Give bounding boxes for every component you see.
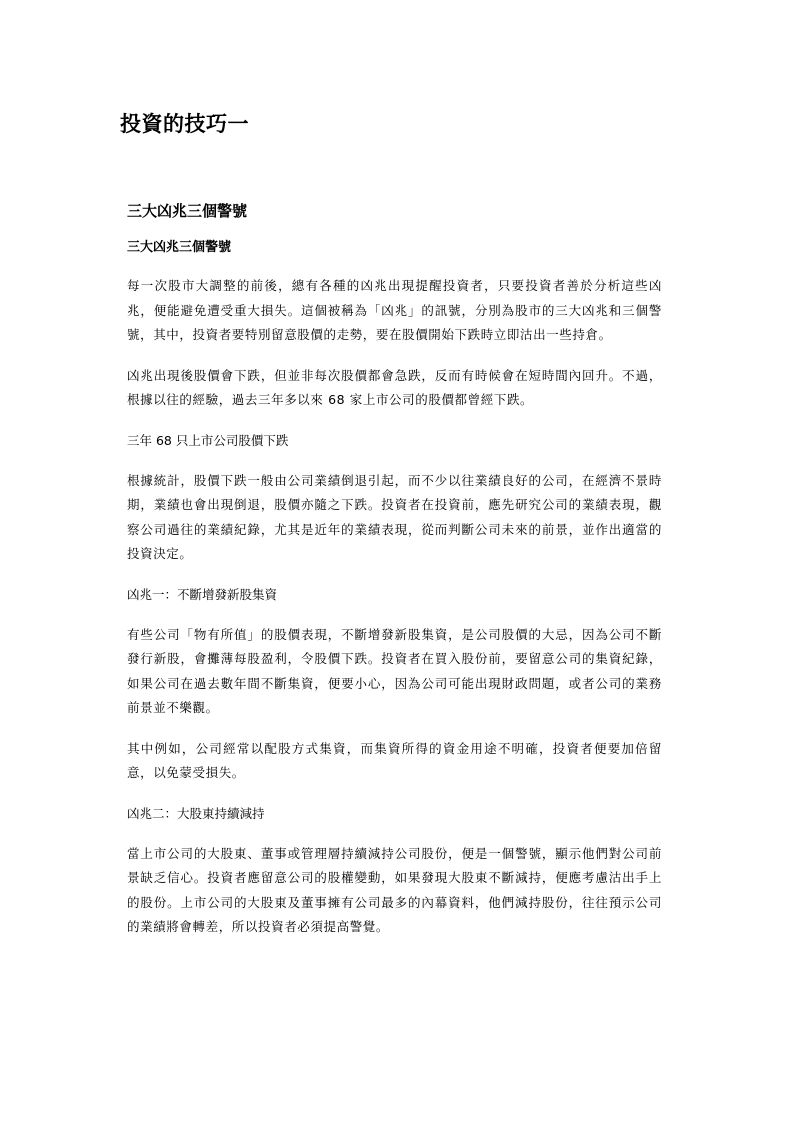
paragraph-omen-two: 當上市公司的大股東、董事或管理層持續減持公司股份，便是一個警號，顯示他們對公司前景缺乏信心。投資者應留意公司的股權變動，如果發現大股東不斷減持，便應考慮沽出手上的股份。上市公司的大股東及董事擁有公司最多的內幕資料，他們減持股份，往往預示公司的業績將會轉差，所以投資者必須提高警覺。: [127, 845, 662, 934]
section-heading: 三大凶兆三個警號: [127, 202, 248, 220]
paragraph-omen-one: 有些公司「物有所值」的股價表現，不斷增發新股集資，是公司股價的大忌，因為公司不斷發行新股，會攤薄每股盈利，令股價下跌。投資者在買入股份前，要留意公司的集資紀錄，如果公司在過去數年間不斷集資，便要小心，因為公司可能出現財政問題，或者公司的業務前景並不樂觀。: [127, 626, 662, 715]
document-body: [127, 198, 662, 956]
paragraph-stat: 根據統計，股價下跌一般由公司業績倒退引起，而不少以往業績良好的公司，在經濟不景時期，業績也會出現倒退，股價亦隨之下跌。投資者在投資前，應先研究公司的業績表現，觀察公司過往的業績紀錄，尤其是近年的業績表現，從而判斷公司未來的前景，並作出適當的投資決定。: [127, 472, 662, 561]
omen-one-heading: 凶兆一：不斷增發新股集資: [127, 586, 278, 602]
paragraph-omen-one-cont: 其中例如，公司經常以配股方式集資，而集資所得的資金用途不明確，投資者便要加倍留意，以免蒙受損失。: [127, 740, 662, 780]
paragraph-intro: 每一次股市大調整的前後，總有各種的凶兆出現提醒投資者，只要投資者善於分析這些凶兆，便能避免遭受重大損失。這個被稱為「凶兆」的訊號，分別為股市的三大凶兆和三個警號，其中，投資者要特別留意股價的走勢，要在股價開始下跌時立即沽出一些持倉。: [127, 278, 662, 342]
subheading: 三大凶兆三個警號: [127, 240, 232, 255]
subsection-stat-heading: 三年 68 只上市公司股價下跌: [127, 432, 289, 448]
document-title: 投資的技巧一: [120, 112, 249, 136]
omen-two-heading: 凶兆二：大股東持續減持: [127, 805, 265, 821]
paragraph-background: 凶兆出現後股價會下跌，但並非每次股價都會急跌，反而有時候會在短時間內回升。不過，根據以往的經驗，過去三年多以來 68 家上市公司的股價都曾經下跌。: [127, 367, 662, 407]
